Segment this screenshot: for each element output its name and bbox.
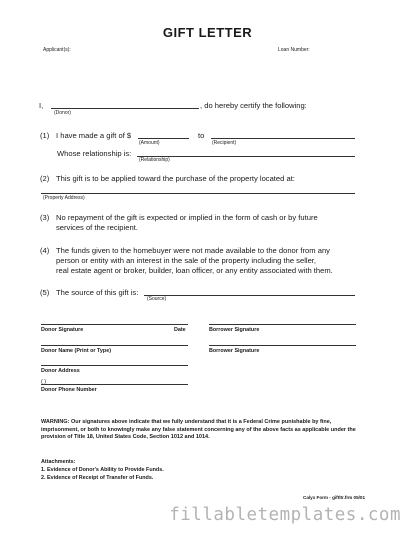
borrower-signature-line[interactable] — [209, 324, 356, 325]
item4-number: (4) — [40, 246, 50, 255]
donor-caption: (Donor) — [54, 110, 71, 116]
amount-caption: (Amount) — [139, 140, 160, 146]
form-id: Calyx Form - giftltr.frm 05/01 — [303, 495, 366, 500]
source-field[interactable] — [144, 295, 355, 296]
item1-number: (1) — [40, 131, 50, 140]
item2-text: This gift is to be applied toward the purchase of the property located at: — [56, 174, 295, 183]
attachment-item: 2. Evidence of Receipt of Transfer of Funds. — [41, 475, 154, 481]
source-caption: (Source) — [147, 296, 167, 302]
certify-suffix: , do hereby certify the following: — [200, 101, 307, 110]
donor-name-line[interactable] — [41, 345, 188, 346]
donor-signature-line[interactable] — [41, 324, 188, 325]
relationship-text: Whose relationship is: — [57, 149, 132, 158]
item4-line2: person or entity with an interest in the sale of the property including the seller, — [56, 256, 317, 265]
attachments-heading: Attachments: — [41, 459, 76, 465]
item4-line1: The funds given to the homebuyer were not made available to the donor from any — [56, 246, 330, 255]
donor-signature-label: Donor Signature — [41, 327, 84, 333]
item4-line3: real estate agent or broker, builder, loan officer, or any entity associated with them. — [56, 266, 333, 275]
item1-to: to — [198, 131, 205, 140]
recipient-field[interactable] — [211, 138, 355, 139]
loan-number-label: Loan Number: — [278, 47, 310, 53]
certify-prefix: I, — [39, 101, 44, 110]
attachment-item: 1. Evidence of Donor's Ability to Provide Funds. — [41, 467, 164, 473]
item5-text: The source of this gift is: — [56, 288, 139, 297]
property-address-field[interactable] — [41, 193, 355, 194]
donor-address-line[interactable] — [41, 365, 188, 366]
donor-phone-line[interactable] — [41, 384, 188, 385]
date-label: Date — [174, 327, 186, 333]
item3-line1: No repayment of the gift is expected or implied in the form of cash or by future — [56, 213, 318, 222]
donor-phone-label: Donor Phone Number — [41, 387, 97, 393]
item5-number: (5) — [40, 288, 50, 297]
borrower-signature-label: Borrower Signature — [209, 327, 260, 333]
recipient-caption: (Recipient) — [212, 140, 237, 146]
borrower-signature-label-2: Borrower Signature — [209, 348, 260, 354]
warning-text: WARNING: Our signatures above indicate that we fully understand that it is a Federal Crime punishable by fine, imprisonment, or both to knowingly make any false statement concerning any of the above facts as applicable under the provision of Title 18, United States Code, Section 1012 and 1014. — [41, 419, 356, 441]
property-address-caption: (Property Address) — [43, 195, 85, 201]
applicants-label: Applicant(s): — [43, 47, 71, 53]
item3-line2: services of the recipient. — [56, 223, 138, 232]
donor-name-field[interactable] — [51, 108, 199, 109]
phone-area-code: ( ) — [41, 379, 47, 385]
gift-amount-field[interactable] — [138, 138, 189, 139]
donor-name-label: Donor Name (Print or Type) — [41, 348, 111, 354]
relationship-caption: (Relationship) — [139, 157, 170, 163]
item1-text: I have made a gift of $ — [56, 131, 132, 140]
page-title: GIFT LETTER — [162, 25, 253, 40]
item2-number: (2) — [40, 174, 50, 183]
donor-address-label: Donor Address — [41, 368, 80, 374]
borrower-signature-line-2[interactable] — [209, 345, 356, 346]
watermark: fillabletemplates.com — [169, 505, 401, 525]
item3-number: (3) — [40, 213, 50, 222]
